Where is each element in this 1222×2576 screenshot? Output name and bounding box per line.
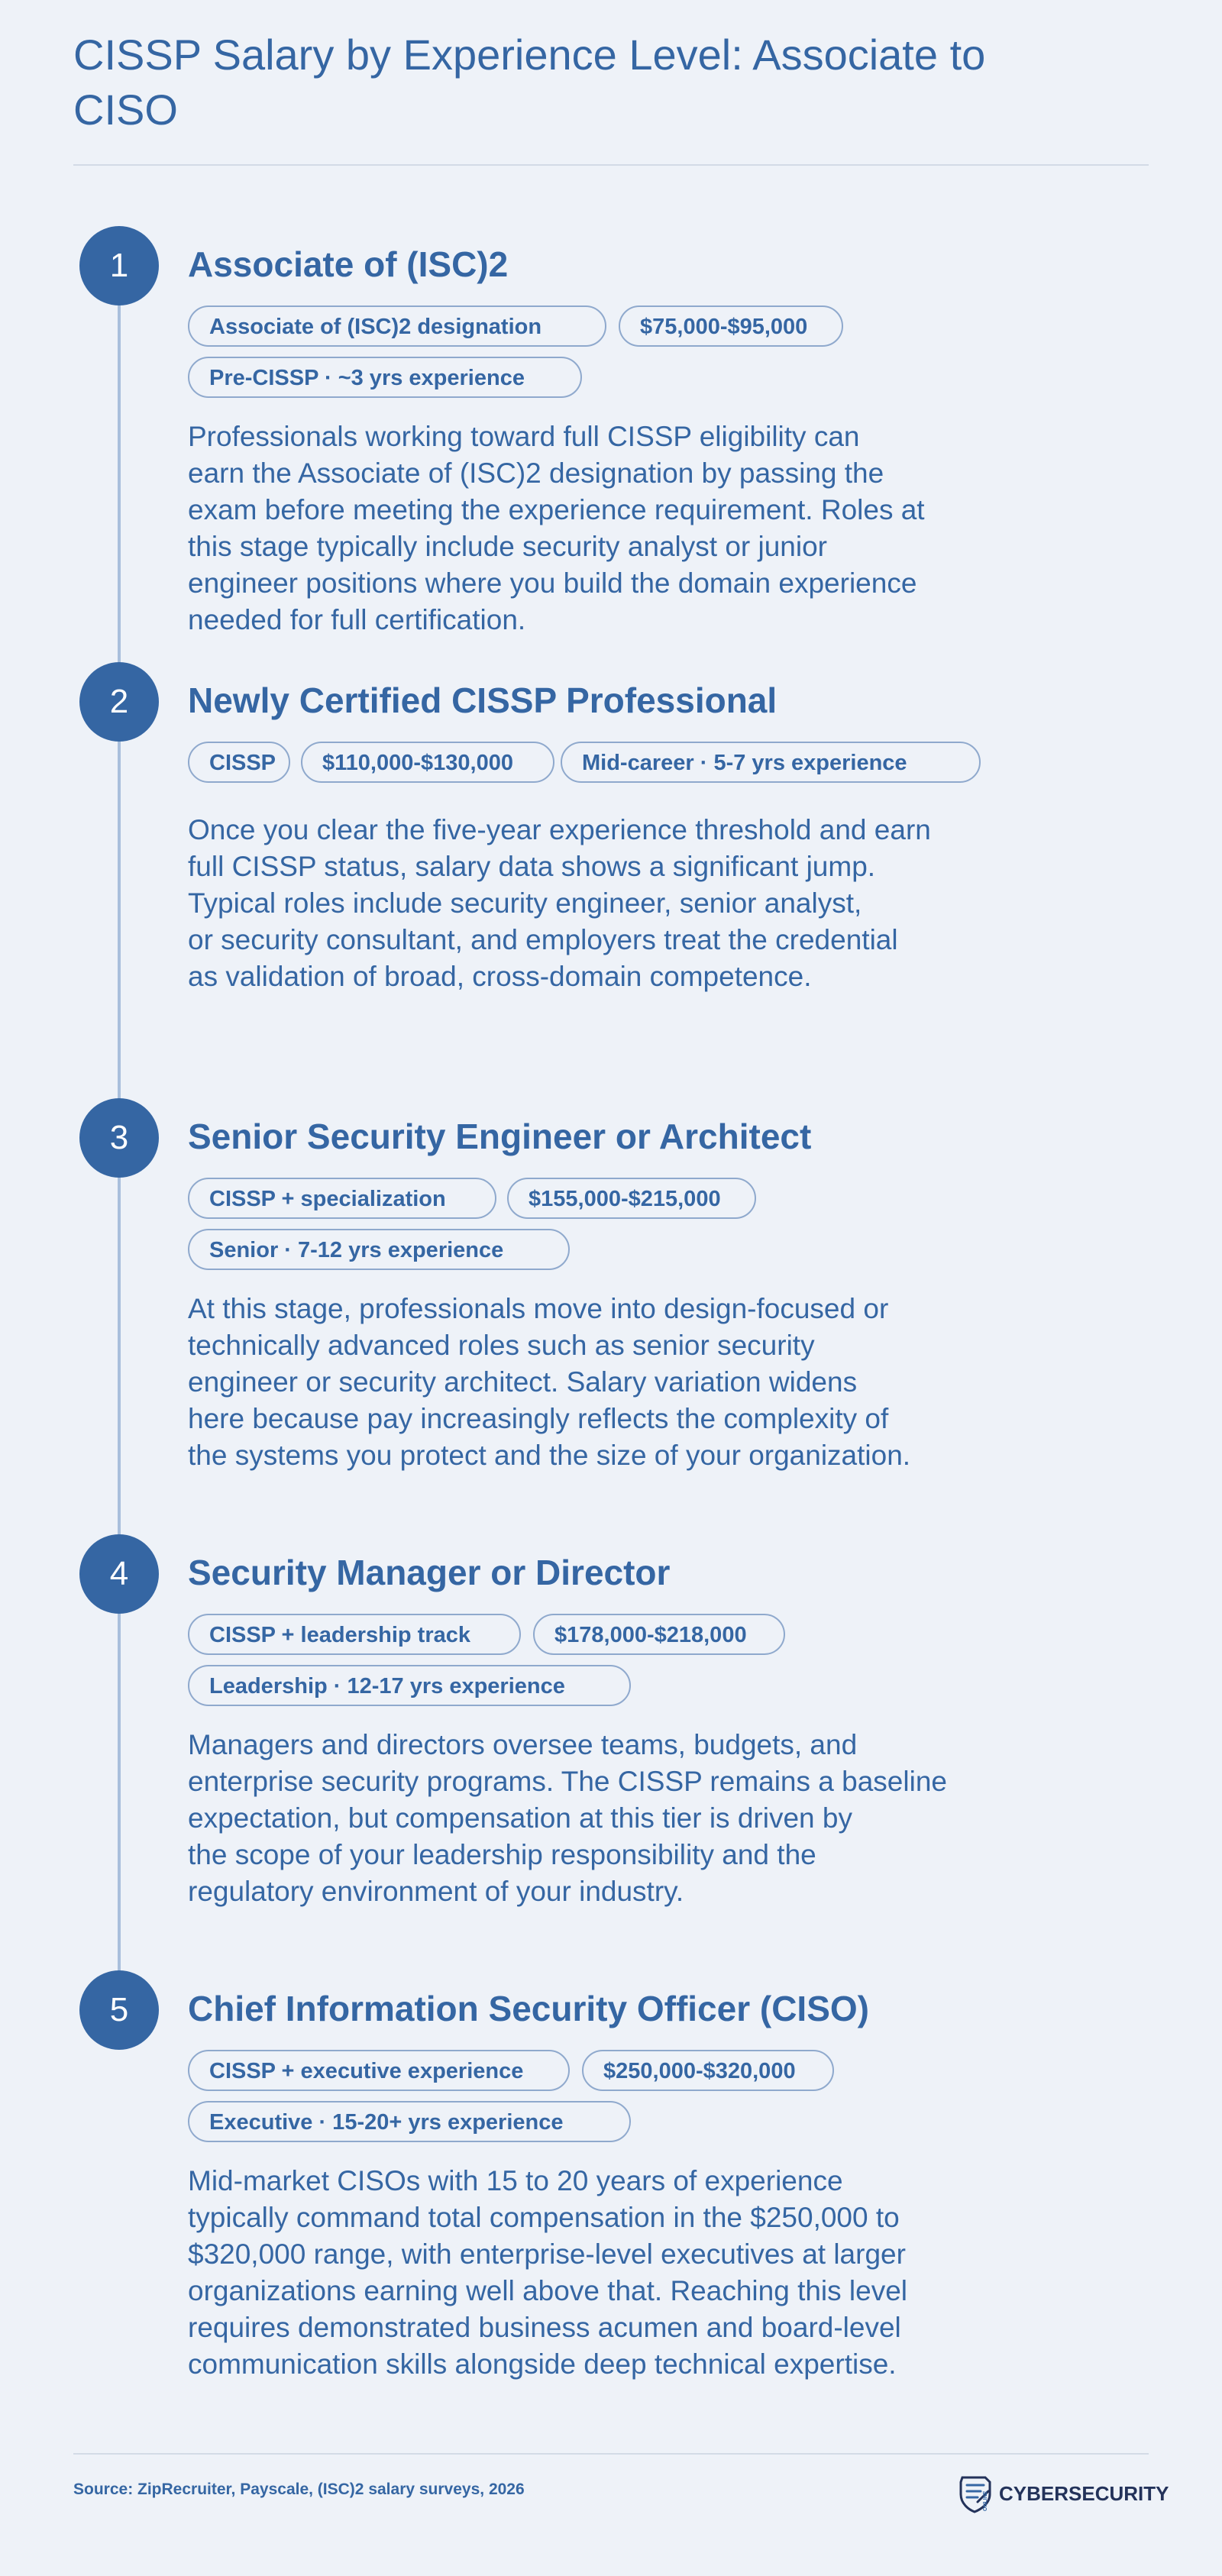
footer-divider: [73, 2453, 1149, 2455]
experience-tag: Executive · 15-20+ yrs experience: [188, 2101, 631, 2142]
step-title: Senior Security Engineer or Architect: [188, 1117, 812, 1156]
salary-tag: $155,000-$215,000: [507, 1178, 756, 1219]
step-number-badge: 4: [79, 1534, 159, 1614]
credential-tag: CISSP + specialization: [188, 1178, 496, 1219]
step-number-badge: 1: [79, 226, 159, 305]
step-title: Newly Certified CISSP Professional: [188, 680, 777, 720]
step-description: Once you clear the five-year experience threshold and earn full CISSP status, salary data shows a significant jump. Typical roles include security engineer, senior analyst, or security consultant, and employers treat the credential as validation of broad, cross-domain competence.: [188, 814, 931, 992]
logo-wordmark: CYBERSECURITY: [999, 2482, 1169, 2505]
credential-tag: CISSP + leadership track: [188, 1614, 521, 1655]
salary-tag: $250,000-$320,000: [582, 2050, 834, 2091]
step-description: Professionals working toward full CISSP eligibility can earn the Associate of (ISC)2 designation by passing the exam before meeting the experience requirement. Roles at this stage typically include security analyst or junior engineer positions where you build the domain experience needed for full certification.: [188, 421, 925, 635]
page-title: CISSP Salary by Experience Level: Associate to CISO: [73, 31, 986, 134]
step-description: Mid-market CISOs with 15 to 20 years of experience typically command total compensation in the $250,000 to $320,000 range, with enterprise-level executives at larger organizations earning well above that. Reaching this level requires demonstrated business acumen and board-level communication skills alongside deep technical expertise.: [188, 2165, 908, 2380]
salary-tag: $178,000-$218,000: [533, 1614, 785, 1655]
salary-tag: $110,000-$130,000: [301, 742, 554, 783]
header-divider: [73, 164, 1149, 166]
credential-tag: Associate of (ISC)2 designation: [188, 305, 606, 347]
cybersecurity-logo: [955, 2471, 1169, 2514]
credential-tag: CISSP: [188, 742, 290, 783]
shield-logo-icon: [955, 2471, 997, 2514]
step-number-badge: 3: [79, 1098, 159, 1178]
step-description: At this stage, professionals move into design-focused or technically advanced roles such as senior security engineer or security architect. Salary variation widens here because pay increasingly reflects the complexity of the systems you protect and the size of your organization.: [188, 1293, 911, 1471]
source-note: Source: ZipRecruiter, Payscale, (ISC)2 salary surveys, 2026: [73, 2481, 525, 2498]
step-description: Managers and directors oversee teams, budgets, and enterprise security programs. The CISSP remains a baseline expectation, but compensation at this tier is driven by the scope of your leadership responsibility and the regulatory environment of your industry.: [188, 1729, 947, 1907]
experience-tag: Leadership · 12-17 yrs experience: [188, 1665, 631, 1706]
experience-tag: Senior · 7-12 yrs experience: [188, 1229, 570, 1270]
logo-small-text: ONLINE: [983, 2490, 988, 2511]
step-title: Associate of (ISC)2: [188, 244, 509, 284]
credential-tag: CISSP + executive experience: [188, 2050, 570, 2091]
experience-tag: Mid-career · 5-7 yrs experience: [561, 742, 981, 783]
salary-tag: $75,000-$95,000: [619, 305, 843, 347]
experience-tag: Pre-CISSP · ~3 yrs experience: [188, 357, 582, 398]
step-number-badge: 2: [79, 662, 159, 742]
step-title: Chief Information Security Officer (CISO): [188, 1989, 869, 2028]
step-number-badge: 5: [79, 1970, 159, 2050]
step-title: Security Manager or Director: [188, 1553, 671, 1592]
